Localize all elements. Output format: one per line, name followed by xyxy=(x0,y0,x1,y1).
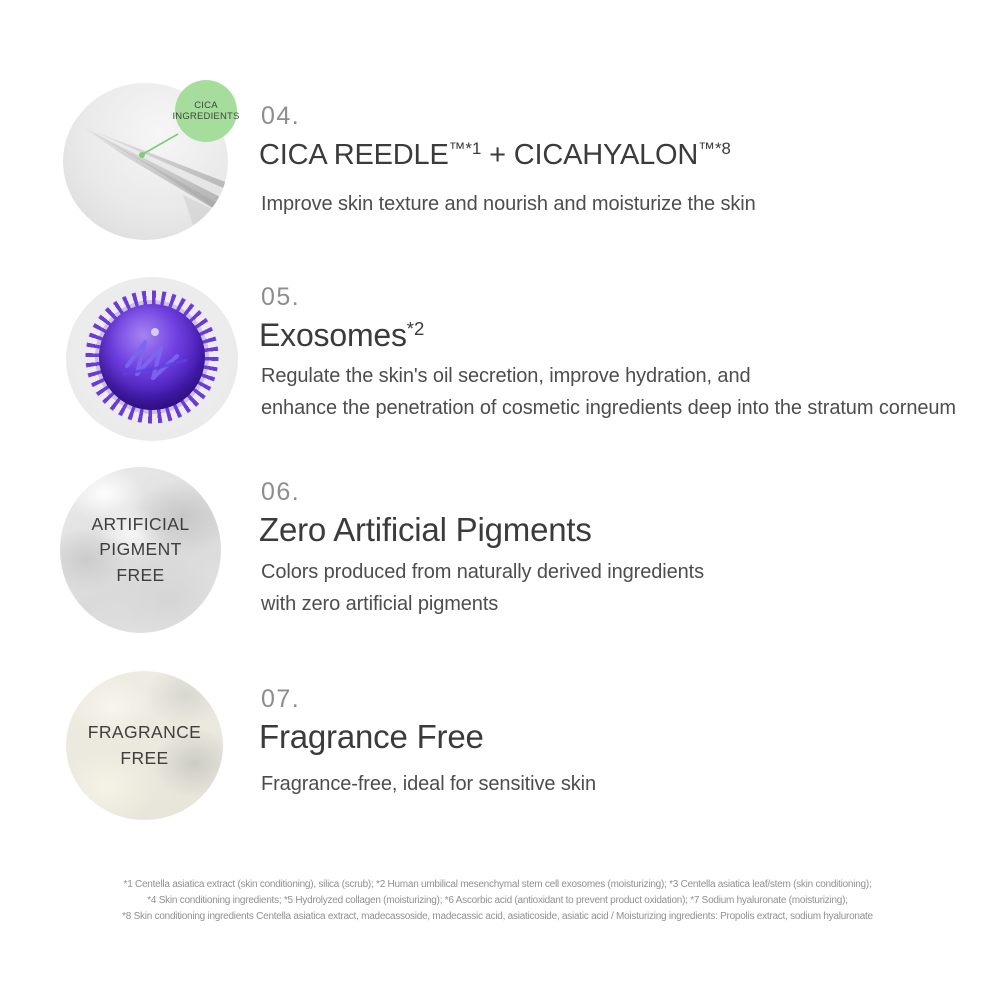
section-description xyxy=(261,360,956,424)
section-description xyxy=(261,188,756,220)
cica-ingredients-badge xyxy=(172,80,240,142)
stamp-line: PIGMENT xyxy=(99,539,182,560)
stamp-line: FREE xyxy=(120,747,169,768)
stamp-line: ARTIFICIAL xyxy=(91,513,190,534)
section-number: 07. xyxy=(261,685,301,713)
footnote-line: *1 Centella asiatica extract (skin conditioning), silica (scrub); *2 Human umbilical mesenchymal stem cell exosomes (moisturizing); *3 Centella asiatica leaf/stem (skin conditioning); xyxy=(123,879,872,890)
section-title: Exosomes$^{*2}$ xyxy=(259,317,425,353)
section-title: Fragrance Free xyxy=(259,718,484,755)
exosome-core xyxy=(99,304,205,410)
section-title: CICA $REEDLE^{™*1}$ + $CICAHYALON^{™*8}$ xyxy=(259,138,731,171)
badge-line: INGREDIENTS xyxy=(172,111,240,122)
section-number: 05. xyxy=(261,283,301,311)
section-number: 06. xyxy=(261,478,301,506)
dna-strand-icon xyxy=(99,304,205,410)
section-description xyxy=(261,768,596,800)
section-title: Zero Artificial Pigments xyxy=(259,511,592,548)
section-description xyxy=(261,556,704,620)
section-number: 04. xyxy=(261,102,301,130)
footnote-line: *8 Skin conditioning ingredients Centella asiatica extract, madecassoside, madecassic acid, asiaticoside, asiatic acid / Moisturizing ingredients: Propolis extract, sodium hyaluronate xyxy=(122,911,873,922)
ingredient-footnotes xyxy=(0,877,995,925)
badge-line: CICA xyxy=(194,99,218,111)
fragrance-free-stamp xyxy=(66,671,223,820)
description-line: with zero artificial pigments xyxy=(261,593,499,615)
description-line: enhance the penetration of cosmetic ingredients deep into the stratum corneum xyxy=(261,397,956,419)
artificial-pigment-free-stamp xyxy=(60,467,221,633)
badge-connector-line xyxy=(136,128,182,162)
footnote-line: *4 Skin conditioning ingredients; *5 Hydrolyzed collagen (moisturizing); *6 Ascorbic acid (antioxidant to prevent product oxidation); *7 Sodium hyaluronate (moisturizing); xyxy=(147,895,848,906)
description-line: Regulate the skin's oil secretion, improve hydration, and xyxy=(261,365,751,387)
stamp-line: FRAGRANCE xyxy=(87,722,202,742)
exosome-sphere xyxy=(99,304,205,410)
description-line: Fragrance-free, ideal for sensitive skin xyxy=(261,773,597,795)
stamp-line: FREE xyxy=(116,564,165,585)
exosome-image xyxy=(66,277,238,441)
description-line: Colors produced from naturally derived ingredients xyxy=(261,561,705,583)
description-line: Improve skin texture and nourish and moisturize the skin xyxy=(261,193,756,215)
